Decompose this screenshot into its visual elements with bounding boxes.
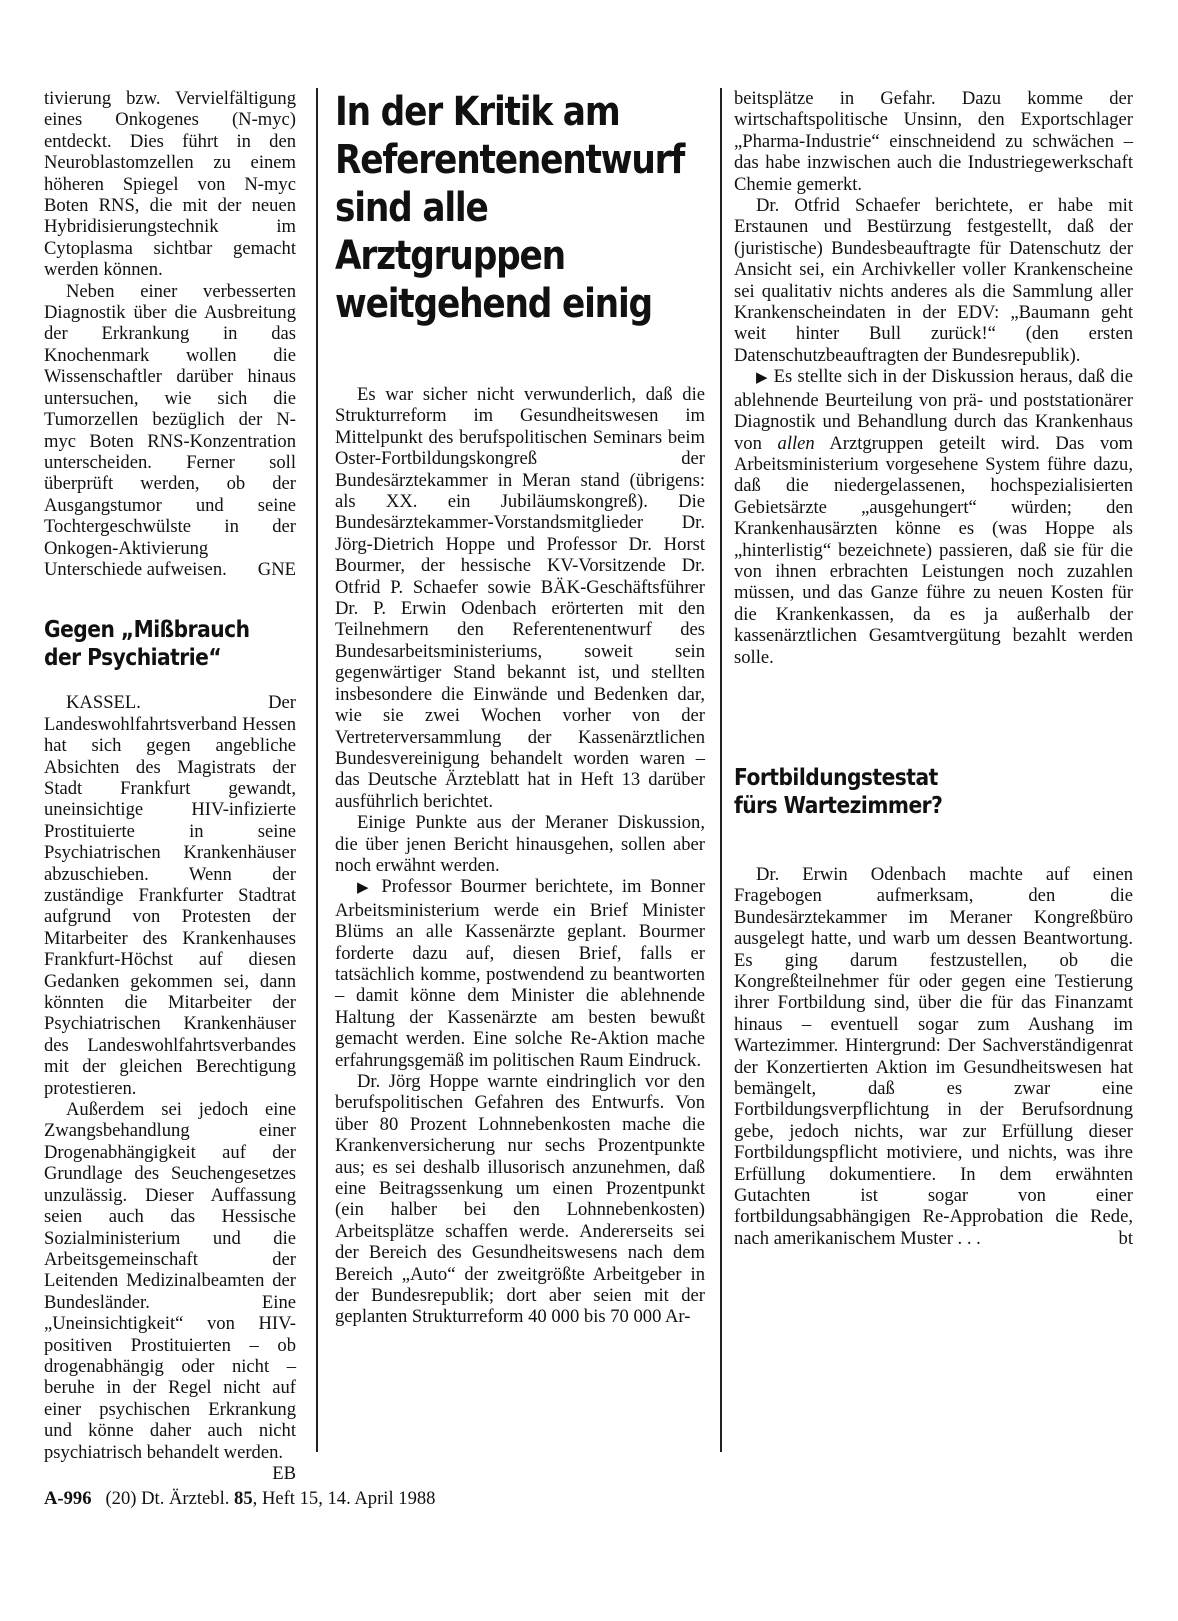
paragraph-jobs: beitsplätze in Gefahr. Dazu komme der wirtschaftspolitische Unsinn, den Exportschlager „Pharma-Industrie“ einschneidend zu schwächen – das habe inzwischen auch die Industriegewerkschaft Chemie gemerkt. [734, 88, 1133, 195]
article-headline: In der Kritik am Referentenentwurf sind alle Arztgruppen weitgehend einig [335, 89, 685, 327]
emphasis-allen: allen [777, 432, 815, 454]
paragraph-oncogene-end: tivierung bzw. Vervielfältigung eines Onkogenes (N-myc) entdeckt. Dies führt in den Neuroblastomzellen zu einem höheren Spiegel von N-myc Boten RNS, die mit der neuen Hybridisierungstechnik im Cytoplasma sichtbar gemacht werden können. [44, 88, 296, 281]
author-signature-bt: bt [1118, 1227, 1133, 1249]
paragraph-kassel: KASSEL. Der Landeswohlfahrtsverband Hessen hat sich gegen angebliche Absichten des Magistrats der Stadt Frankfurt gewandt, uneinsichtige HIV-infizierte Prostituierte in seine Psychiatrischen Krankenhäuser abzuschieben. Wenn der zuständige Frankfurter Stadtrat aufgrund von Protesten der Mitarbeiter des Krankenhauses Frankfurt-Höchst auf diesen Gedanken gekommen sei, dann könnten die Mitarbeiter der Psychiatrischen Krankenhäuser des Landeswohlfahrtsverbandes mit der gleichen Berechtigung protestieren. [44, 692, 296, 1099]
paragraph-odenbach [734, 864, 1133, 1249]
paragraph-odenbach-text: Dr. Erwin Odenbach machte auf einen Fragebogen aufmerksam, den die Bundesärztekammer im Meraner Kongreßbüro ausgelegt hatte, und warb um dessen Beantwortung. Es ging darum festzustellen, ob die Kongreßteilnehmer für oder gegen eine Testierung ihrer Fortbildung sind, über die für das Finanzamt hinaus – eventuell sogar zum Aushang im Wartezimmer. Hintergrund: Der Sachverständigenrat der Konzertierten Aktion im Gesundheitswesen hat bemängelt, daß es zwar eine Fortbildungsverpflichtung in der Berufsordnung gebe, jedoch nichts, war zur Erfüllung dieser Fortbildungspflicht motiviere, und nichts, was ihre Erfüllung dokumentiere. In dem erwähnten Gutachten ist sogar von einer fortbildungsabhängigen Re-Approbation die Rede, nach amerikanischem Muster . . . [734, 863, 1133, 1249]
author-signature-gne: GNE [257, 558, 296, 580]
paragraph-bourmer [335, 876, 705, 1071]
paragraph-discussion-text-b: Arztgruppen geteilt wird. Das vom Arbeitsministerium vorgesehene System führe dazu, daß die niedergelassenen, hochspezialisierten Gebietsärzte „ausgehungert“ würden; den Krankenhausärzten könne es (was Hoppe als „hinterlistig“ bezeichnete) passieren, daß sie für die von ihnen erbrachten Leistungen noch zuzahlen müssen, und das Ganze führe zu neuen Kosten für die Krankenkassen, da es ja außerhalb der kassenärztlichen Gesamtvergütung bezahlt werden solle. [734, 432, 1133, 668]
paragraph-diagnostics-text: Neben einer verbesserten Diagnostik über die Ausbreitung der Erkrankung in das Knochenmark wollen die Wissenschaftler darüber hinaus untersuchen, wie sich die Tumorzellen bezüglich der N-myc Boten RNS-Konzentration unterscheiden. Ferner soll überprüft werden, ob der Ausgangstumor und seine Tochtergeschwülste in der Onkogen-Aktivierung Unterschiede aufweisen. [44, 280, 296, 580]
footer-issue: , Heft 15, 14. April 1988 [252, 1488, 436, 1509]
paragraph-bourmer-text: Professor Bourmer berichtete, im Bonner Arbeitsministerium werde ein Brief Minister Blüms an alle Kassenärzte geplant. Bourmer forderte dazu auf, diesen Brief, falls er tatsächlich komme, postwendend zu beantworten – damit könne dem Minister die ablehnende Haltung der Kassenärzte am besten bewußt gemacht werden. Eine solche Re-Aktion mache erfahrungsgemäß im politischen Raum Eindruck. [335, 876, 705, 1071]
headline-fortbildung: Fortbildungstestat fürs Wartezimmer? [734, 764, 943, 819]
bullet-arrow-icon: ▶ [357, 880, 373, 897]
page-footer [44, 1488, 435, 1510]
footer-volume: 85 [234, 1488, 253, 1509]
author-signature-eb: EB [272, 1462, 296, 1484]
column-1 [44, 88, 296, 1484]
paragraph-compulsory-text: Außerdem sei jedoch eine Zwangsbehandlung einer Drogenabhängigkeit auf der Grundlage des Seuchengesetzes unzulässig. Dieser Auffassung seien auch das Hessische Sozialministerium und die Arbeitsgemeinschaft der Leitenden Medizinalbeamten der Bundesländer. Eine „Uneinsichtigkeit“ von HIV-positiven Prostituierten – ob drogenabhängig oder nicht – beruhe in der Regel nicht auf einer psychischen Erkrankung und könne daher auch nicht psychiatrisch behandelt werden. [44, 1099, 296, 1463]
paragraph-schaefer: Dr. Otfrid Schaefer berichtete, er habe mit Erstaunen und Bestürzung festgestellt, daß der (juristische) Bundesbeauftragte für Datenschutz der Ansicht sei, ein Archivkeller voller Krankenscheine sei qualitativ nichts anderes als die Sammlung aller Krankenscheindaten in der EDV: „Baumann geht weit hinter Bull zurück!“ (den ersten Datenschutzbeauftragten der Bundesrepublik). [734, 195, 1133, 366]
paragraph-intro: Es war sicher nicht verwunderlich, daß die Strukturreform im Gesundheitswesen im Mittelpunkt des berufspolitischen Seminars beim Oster-Fortbildungskongreß der Bundesärztekammer in Meran stand (übrigens: als XX. ein Jubiläumskongreß). Die Bundesärztekammer-Vorstandsmitglieder Dr. Jörg-Dietrich Hoppe und Professor Dr. Horst Bourmer, der hessische KV-Vorsitzende Dr. Otfrid P. Schaefer sowie BÄK-Geschäftsführer Dr. P. Erwin Odenbach erörterten mit den Teilnehmern den Referentenentwurf des Bundesarbeitsministeriums, soweit sein gegenwärtiger Stand bekannt ist, und stellten insbesondere die Einwände und Bedenken dar, wie sie zwei Wochen vorher von der Vertreterversammlung der Kassenärztlichen Bundesvereinigung behandelt worden waren – das Deutsche Ärzteblatt hat in Heft 13 darüber ausführlich berichtet. [335, 384, 705, 812]
column-2 [335, 88, 705, 1328]
paragraph-diagnostics [44, 281, 296, 581]
paragraph-hoppe: Dr. Jörg Hoppe warnte eindringlich vor den berufspolitischen Gefahren des Entwurfs. Von über 80 Prozent Lohnnebenkosten mache die Krankenversicherung nur sechs Prozentpunkte aus; es sei deshalb illusorisch anzunehmen, daß eine Beitragssenkung um einen Prozentpunkt (ein halber bei den Lohnnebenkosten) Arbeitsplätze schaffen werde. Andererseits sei der Bereich des Gesundheitswesens nach dem Bereich „Auto“ der zweitgrößte Arbeitgeber in der Bundesrepublik; dort aber seien mit der geplanten Strukturreform 40 000 bis 70 000 Ar- [335, 1071, 705, 1328]
paragraph-meran-points: Einige Punkte aus der Meraner Diskussion, die über jenen Bericht hinausgehen, sollen aber noch erwähnt werden. [335, 812, 705, 876]
column-rule-1 [316, 88, 318, 1452]
column-3 [734, 88, 1133, 1249]
page-number: A-996 [44, 1488, 92, 1509]
paragraph-compulsory-treatment [44, 1099, 296, 1484]
headline-psychiatry: Gegen „Mißbrauch der Psychiatrie“ [44, 617, 250, 672]
paragraph-discussion-text-a: Es stellte sich in der Diskussion heraus, daß die ablehnende Beurteilung von prä- und poststationärer Diagnostik und Behandlung durch das Krankenhaus von [734, 366, 1133, 454]
column-rule-2 [720, 88, 722, 1452]
paragraph-discussion [734, 366, 1133, 668]
bullet-arrow-icon: ▶ [756, 370, 769, 387]
footer-journal: (20) Dt. Ärztebl. [105, 1488, 230, 1509]
